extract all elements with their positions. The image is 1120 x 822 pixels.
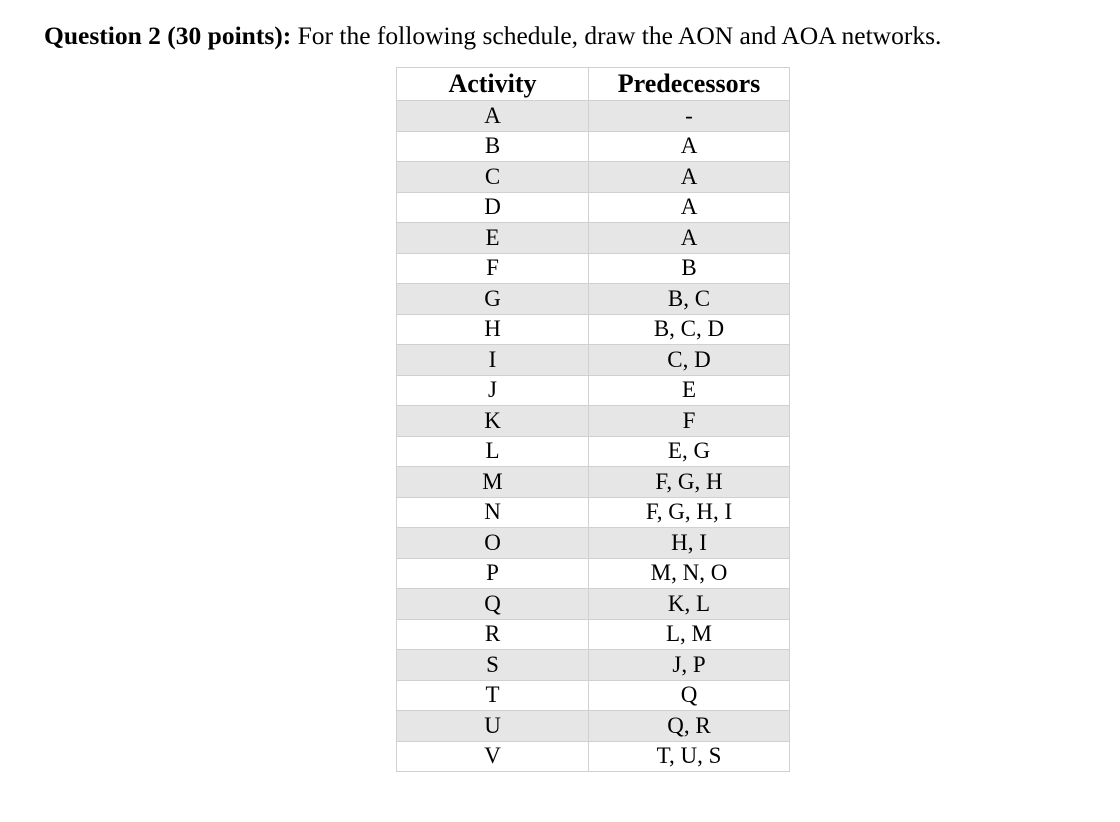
predecessors-cell: E xyxy=(589,375,790,406)
predecessors-cell: Q, R xyxy=(589,711,790,742)
predecessors-cell: A xyxy=(589,162,790,193)
activity-cell: C xyxy=(397,162,589,193)
table-row xyxy=(397,467,790,498)
table-row xyxy=(397,253,790,284)
activity-cell: R xyxy=(397,619,589,650)
predecessors-cell: F, G, H xyxy=(589,467,790,498)
activity-cell: F xyxy=(397,253,589,284)
predecessors-cell: F xyxy=(589,406,790,437)
activity-cell: Q xyxy=(397,589,589,620)
predecessors-cell: A xyxy=(589,131,790,162)
activity-cell: L xyxy=(397,436,589,467)
activity-cell: A xyxy=(397,101,589,132)
table-header-row xyxy=(397,68,790,101)
predecessors-cell: H, I xyxy=(589,528,790,559)
activity-cell: E xyxy=(397,223,589,254)
question-heading: Question 2 (30 points): xyxy=(44,21,292,50)
schedule-table xyxy=(396,67,790,772)
predecessors-column-header: Predecessors xyxy=(589,68,790,101)
activity-cell: G xyxy=(397,284,589,315)
table-row xyxy=(397,497,790,528)
question-text: For the following schedule, draw the AON and AOA networks. xyxy=(291,21,942,50)
predecessors-cell: B, C, D xyxy=(589,314,790,345)
activity-cell: I xyxy=(397,345,589,376)
question-prompt xyxy=(44,20,941,52)
table-row xyxy=(397,162,790,193)
table-row xyxy=(397,680,790,711)
activity-cell: J xyxy=(397,375,589,406)
table-row xyxy=(397,192,790,223)
activity-cell: V xyxy=(397,741,589,772)
activity-cell: H xyxy=(397,314,589,345)
table-row xyxy=(397,406,790,437)
activity-column-header: Activity xyxy=(397,68,589,101)
activity-cell: B xyxy=(397,131,589,162)
predecessors-cell: F, G, H, I xyxy=(589,497,790,528)
table-row xyxy=(397,101,790,132)
table-row xyxy=(397,375,790,406)
table-row xyxy=(397,436,790,467)
predecessors-cell: C, D xyxy=(589,345,790,376)
predecessors-cell: A xyxy=(589,192,790,223)
predecessors-cell: K, L xyxy=(589,589,790,620)
schedule-table-body xyxy=(397,101,790,772)
table-row xyxy=(397,345,790,376)
activity-cell: K xyxy=(397,406,589,437)
predecessors-cell: Q xyxy=(589,680,790,711)
predecessors-cell: L, M xyxy=(589,619,790,650)
activity-cell: M xyxy=(397,467,589,498)
table-row xyxy=(397,558,790,589)
table-row xyxy=(397,619,790,650)
activity-cell: O xyxy=(397,528,589,559)
predecessors-cell: B xyxy=(589,253,790,284)
predecessors-cell: B, C xyxy=(589,284,790,315)
table-row xyxy=(397,711,790,742)
activity-cell: S xyxy=(397,650,589,681)
activity-cell: U xyxy=(397,711,589,742)
table-row xyxy=(397,131,790,162)
table-row xyxy=(397,528,790,559)
activity-cell: P xyxy=(397,558,589,589)
activity-cell: N xyxy=(397,497,589,528)
table-row xyxy=(397,284,790,315)
table-row xyxy=(397,314,790,345)
table-row xyxy=(397,223,790,254)
table-row xyxy=(397,589,790,620)
predecessors-cell: A xyxy=(589,223,790,254)
activity-cell: T xyxy=(397,680,589,711)
predecessors-cell: M, N, O xyxy=(589,558,790,589)
predecessors-cell: T, U, S xyxy=(589,741,790,772)
activity-cell: D xyxy=(397,192,589,223)
predecessors-cell: J, P xyxy=(589,650,790,681)
predecessors-cell: - xyxy=(589,101,790,132)
predecessors-cell: E, G xyxy=(589,436,790,467)
table-row xyxy=(397,741,790,772)
table-row xyxy=(397,650,790,681)
